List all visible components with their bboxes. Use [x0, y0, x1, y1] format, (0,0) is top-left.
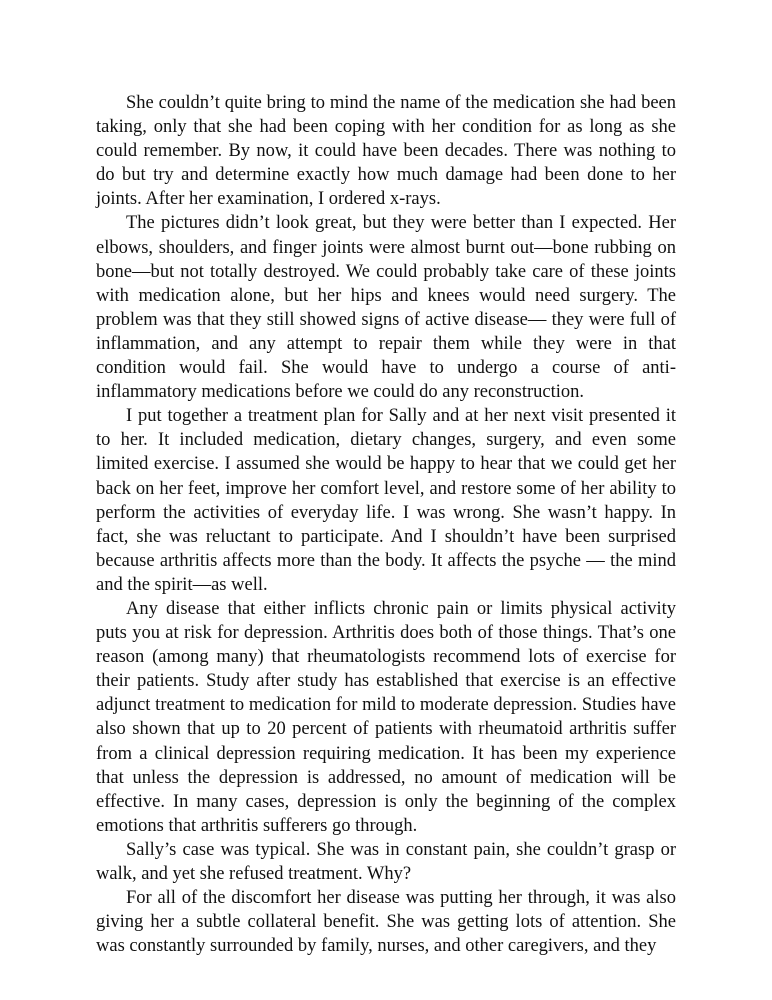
- paragraph-6: For all of the discomfort her disease was putting her through, it was also giving her a subtle collateral benefit. She was getting lots of attention. She was constantly surrounded by family, nurses, and other caregivers, and they: [96, 888, 676, 957]
- book-page: [96, 91, 676, 958]
- paragraph-2: The pictures didn’t look great, but they were better than I expected. Her elbows, shoulders, and finger joints were almost burnt out—bone rubbing on bone—but not totally destroyed. We could probably take care of these joints with medication alone, but her hips and knees would need surgery. The problem was that they still showed signs of active disease— they were full of inflammation, and any attempt to repair them while they were in that condition would fail. She would have to undergo a course of anti-inflammatory medications before we could do any reconstruction.: [96, 213, 676, 403]
- paragraph-1: She couldn’t quite bring to mind the name of the medication she had been taking, only that she had been coping with her condition for as long as she could remember. By now, it could have been decades. There was nothing to do but try and determine exactly how much damage had been done to her joints. After her examination, I ordered x-rays.: [96, 93, 676, 210]
- paragraph-4: Any disease that either inflicts chronic pain or limits physical activity puts you at risk for depression. Arthritis does both of those things. That’s one reason (among many) that rheumatologists recommend lots of exercise for their patients. Study after study has established that exercise is an effective adjunct treatment to medication for mild to moderate depression. Studies have also shown that up to 20 percent of patients with rheumatoid arthritis suffer from a clinical depression requiring medication. It has been my experience that unless the depression is addressed, no amount of medication will be effective. In many cases, depression is only the beginning of the complex emotions that arthritis sufferers go through.: [96, 598, 676, 836]
- paragraph-3: I put together a treatment plan for Sally and at her next visit presented it to her. It included medication, dietary changes, surgery, and even some limited exercise. I assumed she would be happy to hear that we could get her back on her feet, improve her comfort level, and restore some of her ability to perform the activities of everyday life. I was wrong. She wasn’t happy. In fact, she was reluctant to participate. And I shouldn’t have been surprised because arthritis affects more than the body. It affects the psyche — the mind and the spirit—as well.: [96, 406, 676, 595]
- paragraph-5: Sally’s case was typical. She was in constant pain, she couldn’t grasp or walk, and yet she refused treatment. Why?: [96, 839, 676, 884]
